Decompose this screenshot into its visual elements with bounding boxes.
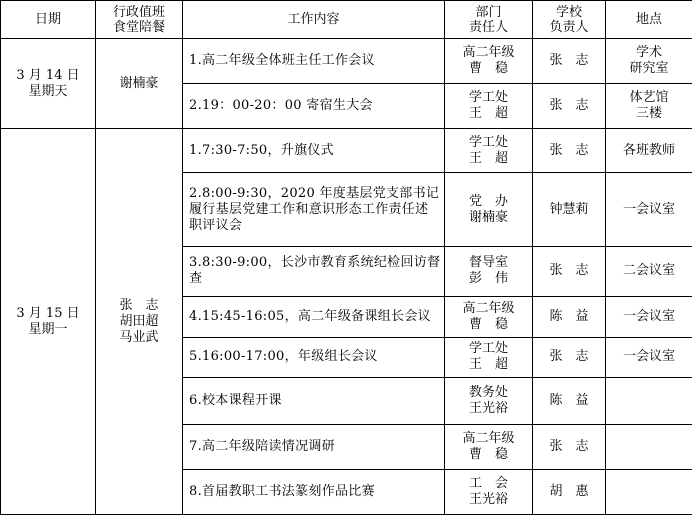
school-cell: 张 志 bbox=[533, 424, 606, 469]
table-row bbox=[1, 39, 692, 84]
dept-cell: 高二年级 曹 稳 bbox=[445, 424, 533, 469]
header-date: 日期 bbox=[1, 1, 96, 39]
content-cell: 5.16:00-17:00，年级组长会议 bbox=[183, 337, 445, 377]
school-cell: 张 志 bbox=[533, 247, 606, 296]
school-cell: 张 志 bbox=[533, 84, 606, 129]
place-cell: 一会议室 bbox=[606, 296, 692, 337]
place-cell: 体艺馆 三楼 bbox=[606, 84, 692, 129]
content-cell: 7.高二年级陪读情况调研 bbox=[183, 424, 445, 469]
date-cell: 3 月 15 日 星期一 bbox=[1, 129, 96, 515]
dept-cell: 学工处 王 超 bbox=[445, 129, 533, 173]
content-cell: 8.首届教职工书法篆刻作品比赛 bbox=[183, 469, 445, 514]
header-place: 地点 bbox=[606, 1, 692, 39]
header-duty: 行政值班 食堂陪餐 bbox=[96, 1, 183, 39]
table-row bbox=[1, 129, 692, 173]
school-cell: 陈 益 bbox=[533, 296, 606, 337]
duty-cell: 谢楠豪 bbox=[96, 39, 183, 129]
place-cell: 学术 研究室 bbox=[606, 39, 692, 84]
place-cell: 一会议室 bbox=[606, 173, 692, 247]
school-cell: 胡 惠 bbox=[533, 469, 606, 514]
content-cell: 3.8:30-9:00，长沙市教育系统纪检回访督查 bbox=[183, 247, 445, 296]
duty-cell: 张 志 胡田超 马业武 bbox=[96, 129, 183, 515]
content-cell: 2.19：00-20：00 寄宿生大会 bbox=[183, 84, 445, 129]
header-content: 工作内容 bbox=[183, 1, 445, 39]
school-cell: 陈 益 bbox=[533, 377, 606, 424]
place-cell: 二会议室 bbox=[606, 247, 692, 296]
place-cell bbox=[606, 424, 692, 469]
dept-cell: 学工处 王 超 bbox=[445, 337, 533, 377]
place-cell: 一会议室 bbox=[606, 337, 692, 377]
place-cell bbox=[606, 377, 692, 424]
school-cell: 张 志 bbox=[533, 129, 606, 173]
content-cell: 6.校本课程开课 bbox=[183, 377, 445, 424]
dept-cell: 党 办 谢楠豪 bbox=[445, 173, 533, 247]
dept-cell: 教务处 王光裕 bbox=[445, 377, 533, 424]
date-cell: 3 月 14 日 星期天 bbox=[1, 39, 96, 129]
header-school: 学校 负责人 bbox=[533, 1, 606, 39]
dept-cell: 高二年级 曹 稳 bbox=[445, 39, 533, 84]
content-cell: 1.7:30-7:50，升旗仪式 bbox=[183, 129, 445, 173]
content-cell: 2.8:00-9:30，2020 年度基层党支部书记履行基层党建工作和意识形态工作责任述职评议会 bbox=[183, 173, 445, 247]
content-cell: 1.高二年级全体班主任工作会议 bbox=[183, 39, 445, 84]
dept-cell: 高二年级 曹 稳 bbox=[445, 296, 533, 337]
dept-cell: 学工处 王 超 bbox=[445, 84, 533, 129]
school-cell: 钟慧莉 bbox=[533, 173, 606, 247]
school-cell: 张 志 bbox=[533, 337, 606, 377]
content-cell: 4.15:45-16:05，高二年级备课组长会议 bbox=[183, 296, 445, 337]
dept-cell: 督导室 彭 伟 bbox=[445, 247, 533, 296]
header-dept: 部门 责任人 bbox=[445, 1, 533, 39]
place-cell bbox=[606, 469, 692, 514]
dept-cell: 工 会 王光裕 bbox=[445, 469, 533, 514]
place-cell: 各班教师 bbox=[606, 129, 692, 173]
header-row bbox=[1, 1, 692, 39]
school-cell: 张 志 bbox=[533, 39, 606, 84]
